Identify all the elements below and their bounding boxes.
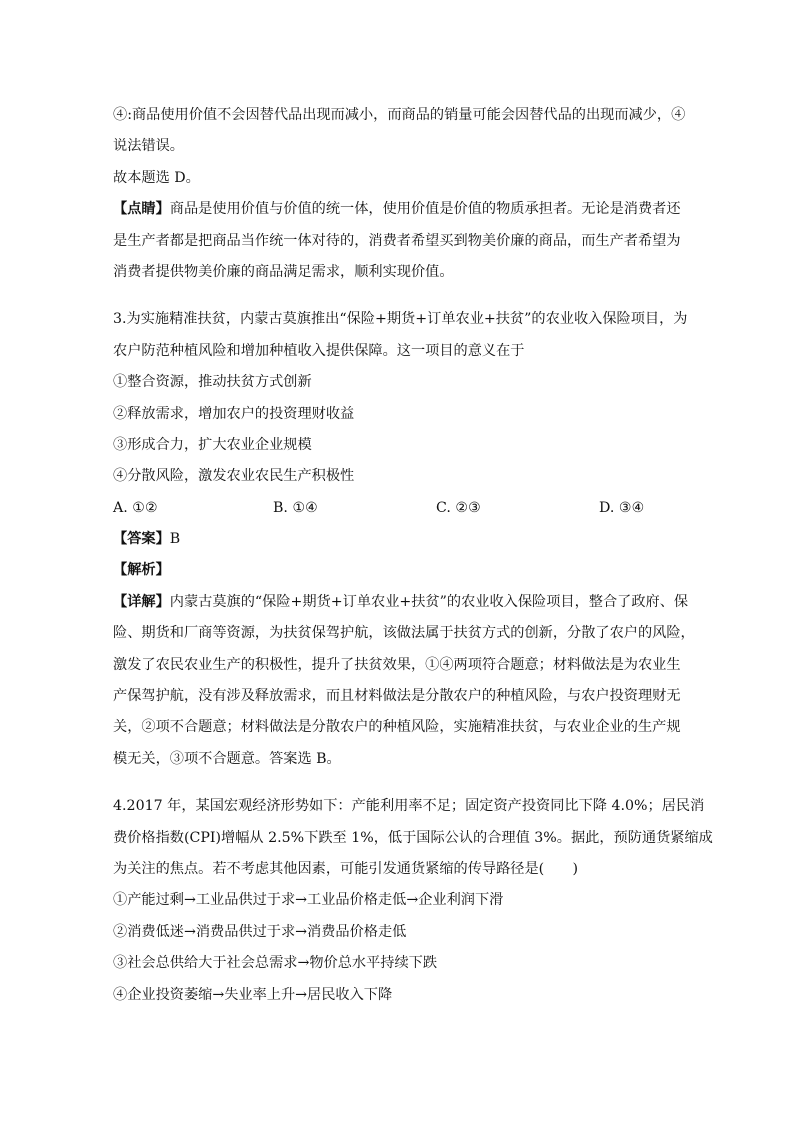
q2-analysis-line: 说法错误。 <box>113 138 184 155</box>
q4-stem-line: 费价格指数(CPI)增幅从 2.5%下跌至 1%，低于国际公认的合理值 3%。据此，预防通货紧缩成 <box>113 829 713 846</box>
option-d: D. ③④ <box>599 499 645 516</box>
detail-text: 内蒙古莫旗的“保险+期货+订单农业+扶贫”的农业收入保险项目，整合了政府、保 <box>169 593 689 610</box>
q3-analysis-heading <box>113 555 693 586</box>
detail-tag: 【详解】 <box>113 593 170 610</box>
q2-conclusion: 故本题选 D。 <box>113 169 200 186</box>
q4-item: ④企业投资萎缩→失业率上升→居民收入下降 <box>113 986 393 1003</box>
q2-analysis-line: ④:商品使用价值不会因替代品出现而减小，而商品的销量可能会因替代品的出现而减少，④ <box>113 107 686 123</box>
q4-stem-line: 为关注的焦点。若不考虑其他因素，可能引发通货紧缩的传导路径是( ) <box>113 860 579 877</box>
q4-item: ①产能过剩→工业品供过于求→工业品价格走低→企业利润下滑 <box>113 892 504 909</box>
q2-dianjing-line <box>113 194 693 225</box>
option-b: B. ①④ <box>273 499 318 516</box>
dianjing-tag: 【点睛】 <box>113 201 170 218</box>
analysis-tag: 【解析】 <box>113 562 170 579</box>
q3-detail-line: 关，②项不合题意；材料做法是分散农户的种植风险，实施精准扶贫，与农业企业的生产规 <box>113 719 681 736</box>
dianjing-text: 商品是使用价值与价值的统一体，使用价值是价值的物质承担者。无论是消费者还 <box>169 201 681 218</box>
q2-dianjing-line: 消费者提供物美价廉的商品满足需求，顺利实现价值。 <box>113 263 454 280</box>
q3-detail-line: 产保驾护航，没有涉及释放需求，而且材料做法是分散农户的种植风险，与农户投资理财无 <box>113 688 681 705</box>
document-page <box>113 100 713 1011</box>
q3-item: ①整合资源，推动扶贫方式创新 <box>113 374 312 391</box>
q3-item: ②释放需求，增加农户的投资理财收益 <box>113 405 355 422</box>
answer-value: B <box>169 531 181 548</box>
q3-detail-line: 险、期货和厂商等资源，为扶贫保驾护航，该做法属于扶贫方式的创新，分散了农户的风险， <box>113 625 695 642</box>
q3-stem-line: 3.为实施精准扶贫，内蒙古莫旗推出“保险+期货+订单农业+扶贫”的农业收入保险项目，为 <box>113 311 688 328</box>
section-gap <box>113 775 693 791</box>
answer-tag: 【答案】 <box>113 531 170 548</box>
q3-detail-line: 模无关，③项不合题意。答案选 B。 <box>113 750 341 767</box>
q3-item: ③形成合力，扩大农业企业规模 <box>113 436 312 453</box>
q3-options <box>113 493 693 524</box>
section-gap <box>113 288 693 304</box>
q3-detail-line <box>113 587 693 618</box>
option-c: C. ②③ <box>436 499 481 516</box>
q2-dianjing-line: 是生产者都是把商品当作统一体对待的，消费者希望买到物美价廉的商品，而生产者希望为 <box>113 232 681 249</box>
q4-stem-line: 4.2017 年，某国宏观经济形势如下：产能利用率不足；固定资产投资同比下降 4.0%；居民消 <box>113 798 705 815</box>
q3-item: ④分散风险，激发农业农民生产积极性 <box>113 468 355 485</box>
q4-item: ②消费低迷→消费品供过于求→消费品价格走低 <box>113 923 407 940</box>
q3-stem-line: 农户防范种植风险和增加种植收入提供保障。这一项目的意义在于 <box>113 342 525 359</box>
q3-answer-line <box>113 524 693 555</box>
option-a: A. ①② <box>113 499 158 516</box>
q4-item: ③社会总供给大于社会总需求→物价总水平持续下跌 <box>113 955 438 972</box>
q3-detail-line: 激发了农民农业生产的积极性，提升了扶贫效果，①④两项符合题意；材料做法是为农业生 <box>113 656 681 673</box>
